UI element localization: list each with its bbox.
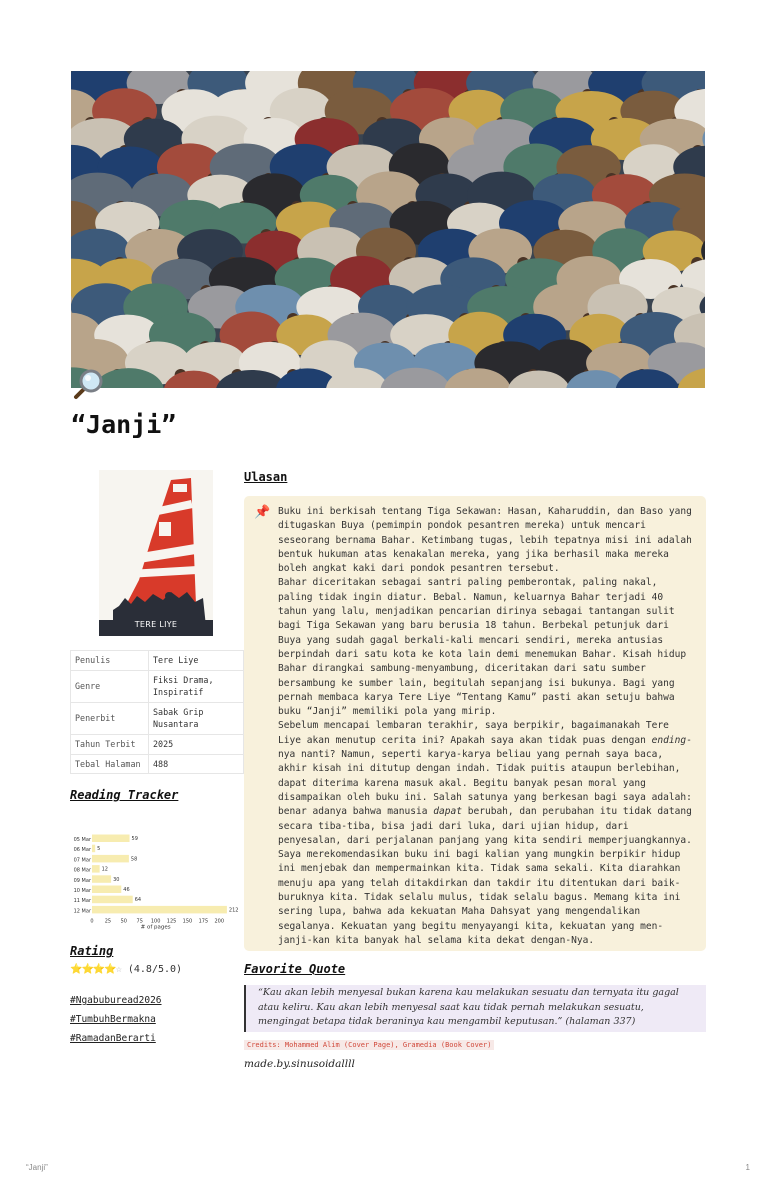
book-info-table [70,650,244,774]
chart-axis-label: # of pages [140,924,171,931]
hashtag-link[interactable]: #Ngabuburead2026 [70,995,162,1007]
book-info-value: Tere Liye [149,651,244,671]
chart-data-label: 64 [134,897,142,904]
book-info-row [71,754,244,774]
reading-tracker-chart [70,810,244,934]
book-info-key: Penulis [71,651,149,671]
left-column [70,470,244,1052]
chart-bar [92,835,130,843]
chart-data-label: 12 [101,866,109,873]
rating-row [70,964,244,975]
page-title: “Janji” [71,410,177,439]
book-cover-author: TERE LIYE [134,620,178,629]
book-info-value: 488 [149,754,244,774]
chart-data-label: 5 [97,846,101,853]
book-info-row [71,735,244,755]
chart-tick-label: 100 [150,918,161,925]
review-text: Sebelum mencapai lembaran terakhir, saya berpikir, bagaimanakah Tere Liye akan menutup cerita ini? Apakah saya akan tidak puas dengan [278,720,669,746]
made-by-signature: made.by.sinusoidallll [244,1057,355,1070]
favorite-quote-heading: Favorite Quote [244,962,346,976]
review-paragraph: Buku ini berkisah tentang Tiga Sekawan: Hasan, Kaharuddin, dan Baso yang ditugaskan Buya (pemimpin pondok pesantren mereka) untuk mencari seseorang bernama Bahar. Ketimbang tugas, lebih tepatnya misi ini adalah bentuk hukuman atas kenakalan mereka, yang jika berhasil maka mereka boleh angkat kaki dari pondok pesantren tersebut. [278,506,692,575]
hashtag-list [70,995,244,1044]
book-info-value: Fiksi Drama, Inspiratif [149,670,244,702]
chart-tick-label: 0 [90,918,94,925]
chart-tick-label: 125 [166,918,177,925]
review-paragraph [278,719,696,848]
review-paragraph: Bahar diceritakan sebagai santri paling pemberontak, paling nakal, paling tidak ingin diatur. Bebal. Namun, keluarnya Bahar terjadi 40 tahun yang lalu, menjadikan pencarian dirinya sebagai tantangan sulit bagi Tiga Sekawan yang baru berusia 18 tahun. Berbekal petunjuk dari Buya yang sudah gagal berkali-kali mencari sendiri, mereka antusias berpindah dari satu kota ke kota lain demi menemukan Bahar. Kisah hidup Bahar dirangkai sambung-menyambung, diceritakan dari satu sumber bersambung ke sumber lain, begitulah sepanjang isi bukunya. Bagi yang pernah membaca karya Tere Liye “Tentang Kamu” pasti akan setuju bahwa buku “Janji” memiliki pola yang mirip. [278,577,687,718]
reading-tracker-svg [70,810,244,930]
book-cover [99,470,213,636]
chart-bar [92,865,100,873]
chart-bar [92,906,227,914]
book-info-key: Genre [71,670,149,702]
chart-tick-label: 175 [198,918,209,925]
chart-category-label: 11 Mar [73,898,91,905]
review-emphasis: ending [651,734,687,746]
favorite-quote: “Kau akan lebih menyesal bukan karena kau melakukan sesuatu dan ternyata itu gagal atau keliru. Kau akan lebih menyesal saat kau tidak pernah melakukan sesuatu, mengingat betapa tidak beraninya kau mengambil keputusan.” (halaman 337) [244,985,706,1032]
review-text: berubah, dan perubahan itu tidak datang secara tiba-tiba, bisa jadi dari luka, dari ujian hidup, dari penyesalan, dari perjalanan panjang yang kita sendiri memperjuangkannya. [278,806,692,846]
chart-tick-label: 200 [214,918,225,925]
chart-category-label: 07 Mar [73,857,91,864]
review-paragraph: Saya merekomendasikan buku ini bagi kalian yang mungkin berpikir hidup ini menjebak dan mempermainkan kita. Tidak sama sekali. Kita diarahkan menuju apa yang telah ditakdirkan dan takdir itu ditentukan dari baik-buruknya kita. Tidak selalu mulus, tidak selalu bagus. Memang kita ini sering lupa, bahwa ada kekuatan Maha Dahsyat yang mengendalikan segalanya. Kekuatan yang begitu menyayangi kita, kekuatan yang men-janji-kan kita banyak hal selama kita dekat dengan-Nya. [278,849,681,946]
rating-text: (4.8/5.0) [127,964,183,976]
crowd-praying-photo [71,71,705,388]
footer-title: “Janji” [26,1163,48,1172]
magnifying-glass-icon [70,366,106,402]
chart-bar [92,855,129,863]
review-text: -nya nanti? Namun, seperti karya-karya beliau yang pernah saya baca, akhir kisah ini ditutup dengan indah. Tidak puitis ataupun berlebihan, dapat diterima karena masuk akal. Begitu banyak pesan moral yang disampaikan oleh buku ini. Salah satunya yang berkesan bagi saya adalah: benar adanya bahwa manusia [278,734,692,818]
review-body [278,505,696,946]
pushpin-icon: 📌 [254,505,271,520]
chart-bar [92,845,95,853]
book-info-value: 2025 [149,735,244,755]
chart-data-label: 59 [131,836,138,843]
chart-bar [92,876,111,884]
right-column [244,470,706,1070]
book-info-row [71,670,244,702]
review-emphasis: dapat [433,806,462,818]
chart-data-label: 30 [113,877,120,884]
chart-tick-label: 25 [104,918,112,925]
chart-category-label: 10 Mar [73,888,91,895]
book-info-key: Tebal Halaman [71,754,149,774]
chart-category-label: 09 Mar [73,878,91,885]
book-info-row [71,702,244,734]
chart-tick-label: 75 [136,918,143,925]
chart-bar [92,896,133,904]
rating-empty-star-icon: ☆ [115,964,122,976]
chart-data-label: 212 [228,907,239,914]
credits-badge: Credits: Mohammed Alim (Cover Page), Gramedia (Book Cover) [244,1040,494,1050]
chart-tick-label: 50 [120,918,128,925]
book-info-value: Sabak Grip Nusantara [149,702,244,734]
review-callout [244,496,706,951]
chart-tick-label: 150 [182,918,193,925]
chart-category-label: 12 Mar [73,908,91,915]
chart-category-label: 05 Mar [73,837,91,844]
hashtag-link[interactable]: #RamadanBerarti [70,1033,156,1045]
hashtag-link[interactable]: #TumbuhBermakna [70,1014,156,1026]
rating-heading: Rating [70,944,114,959]
chart-data-label: 58 [130,856,138,863]
chart-category-label: 08 Mar [73,867,91,874]
chart-data-label: 46 [123,887,130,894]
chart-bar [92,886,121,894]
reading-tracker-heading: Reading Tracker [70,788,179,803]
rating-stars-icon: ⭐⭐⭐⭐ [70,964,116,976]
book-info-key: Penerbit [71,702,149,734]
book-cover-art [99,470,213,636]
footer-page-number: 1 [745,1163,750,1172]
chart-category-label: 06 Mar [73,847,91,854]
review-heading: Ulasan [244,470,288,484]
book-info-key: Tahun Terbit [71,735,149,755]
book-info-row [71,651,244,671]
cover-image [71,71,705,388]
